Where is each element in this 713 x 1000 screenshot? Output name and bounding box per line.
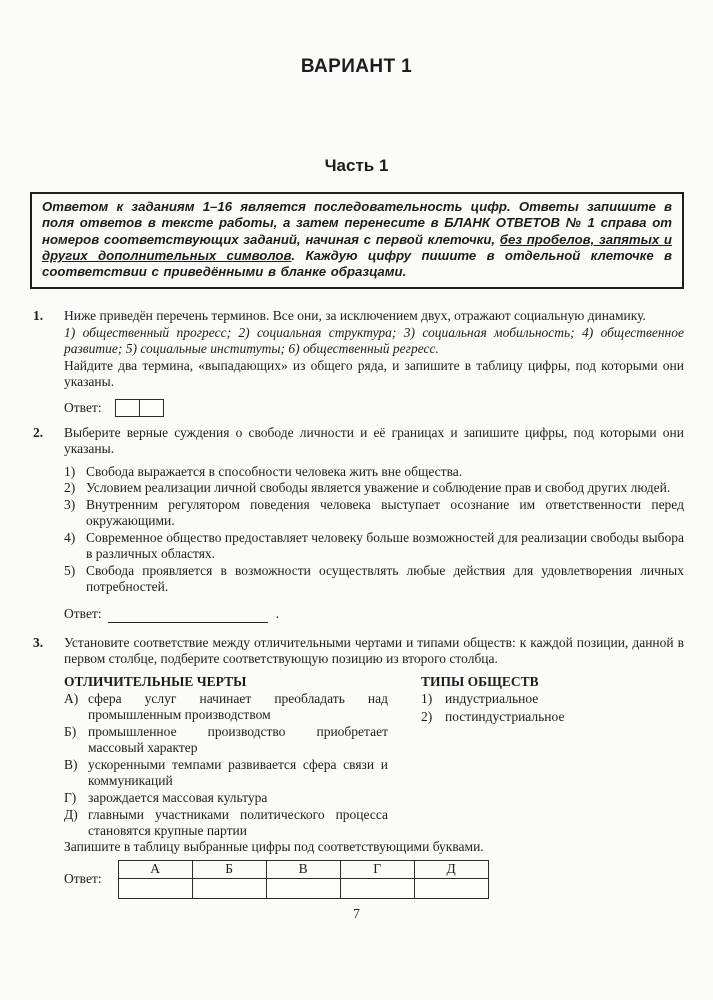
question-2-answer-blank[interactable] [108, 609, 268, 623]
question-3-number: 3. [33, 634, 44, 650]
question-3 [0, 635, 713, 899]
feature-item-v-marker: В) [64, 757, 78, 773]
question-3-task: Запишите в таблицу выбранные цифры под соответствующими буквами. [64, 839, 484, 855]
feature-item-d-text: главными участниками политического процесса становятся крупные партии [88, 807, 388, 839]
feature-item-a-marker: А) [64, 691, 79, 707]
question-1 [0, 308, 713, 417]
question-1-body [64, 308, 684, 417]
answer-table-header-d: Д [414, 860, 488, 878]
answer-table-cell-d[interactable] [414, 878, 488, 898]
answer-table-header-v: В [266, 860, 340, 878]
feature-item-b-text: промышленное производство приобретает массовый характер [88, 724, 388, 756]
answer-table-cell-v[interactable] [266, 878, 340, 898]
society-type-2-text: постиндустриальное [445, 708, 565, 724]
question-2-body [64, 425, 684, 623]
option-1 [64, 464, 684, 481]
society-type-1-text: индустриальное [445, 691, 539, 707]
society-type-2-marker: 2) [421, 708, 433, 724]
feature-item-d-marker: Д) [64, 807, 78, 823]
feature-item-a [64, 691, 388, 723]
instruction-text-start: Ответом к заданиям 1–16 является последовательность цифр. Ответы запишите в поля ответов в тексте работы, а затем перенесите в БЛАНК ОТВЕТОВ № 1 справа от номеров соответствующих заданий, начиная с первой клеточки, [42, 199, 672, 247]
question-2-answer-row [64, 606, 684, 623]
feature-item-v-text: ускоренными темпами развивается сфера связи и коммуникаций [88, 757, 388, 789]
feature-item-g-marker: Г) [64, 790, 77, 806]
question-3-body [64, 635, 684, 899]
part-title: Часть 1 [324, 156, 389, 175]
answer-table-header-a: А [118, 860, 192, 878]
question-1-answer-cell-1[interactable] [115, 399, 140, 417]
matching-right-column [421, 674, 684, 840]
question-1-answer-row [64, 399, 684, 417]
option-3-text: Внутренним регулятором поведения человека выступает осознание им ответственности перед окружающими. [86, 496, 684, 529]
option-2-text: Условием реализации личной свободы является уважение и соблюдение прав и свобод других людей. [86, 480, 671, 496]
feature-item-b-marker: Б) [64, 724, 77, 740]
answer-table-header-b: Б [192, 860, 266, 878]
instruction-text-underlined: без пробелов, запятых и других дополнительных символов [42, 231, 672, 263]
option-2 [64, 480, 684, 497]
option-4-text: Современное общество предоставляет человеку больше возможностей для реализации свободы выбора в различных областях. [86, 529, 684, 562]
society-type-1-marker: 1) [421, 691, 433, 707]
option-3-marker: 3) [64, 496, 76, 512]
option-4-marker: 4) [64, 529, 76, 545]
question-1-number: 1. [33, 308, 44, 324]
question-2-intro: Выберите верные суждения о свободе личности и её границах и запишите цифры, под которыми они указаны. [64, 424, 684, 457]
question-3-intro: Установите соответствие между отличительными чертами и типами обществ: к каждой позиции, данной в первом столбце, подберите соответствующую позицию из второго столбца. [64, 634, 684, 667]
question-1-terms: 1) общественный прогресс; 2) социальная структура; 3) социальная мобильность; 4) общественное развитие; 5) социальные институты; 6) общественный регресс. [64, 324, 684, 357]
question-2-number: 2. [33, 424, 44, 440]
option-2-marker: 2) [64, 480, 76, 496]
option-5 [64, 563, 684, 596]
question-2 [0, 425, 713, 623]
option-5-text: Свобода проявляется в возможности осуществлять любые действия для удовлетворения личных потребностей. [86, 562, 684, 595]
instruction-box [30, 192, 684, 289]
page-number: 7 [353, 905, 360, 921]
matching-columns [64, 674, 684, 840]
question-1-answer-label: Ответ: [64, 399, 102, 415]
matching-left-column [64, 674, 388, 840]
question-2-answer-period: . [275, 606, 279, 622]
feature-item-d [64, 807, 388, 839]
question-3-answer-row [64, 860, 684, 899]
option-1-marker: 1) [64, 463, 76, 479]
question-2-answer-label: Ответ: [64, 606, 102, 622]
question-1-task: Найдите два термина, «выпадающих» из общего ряда, и запишите в таблицу цифры, под которыми они указаны. [64, 357, 684, 390]
answer-table-cell-b[interactable] [192, 878, 266, 898]
answer-table-cell-a[interactable] [118, 878, 192, 898]
feature-item-v [64, 757, 388, 789]
instruction-text-end: . Каждую цифру пишите в отдельной клеточке в соответствии с приведёнными в бланке образцами. [42, 247, 673, 280]
right-column-header: ТИПЫ ОБЩЕСТВ [421, 673, 539, 689]
variant-title: ВАРИАНТ 1 [300, 56, 413, 77]
feature-item-g [64, 790, 388, 806]
answer-table-header-g: Г [340, 860, 414, 878]
question-3-answer-label: Ответ: [64, 871, 102, 887]
question-1-answer-boxes [115, 399, 164, 417]
feature-item-g-text: зарождается массовая культура [88, 790, 268, 806]
question-1-answer-cell-2[interactable] [139, 399, 164, 417]
feature-item-a-text: сфера услуг начинает преобладать над промышленным производством [88, 691, 388, 723]
option-1-text: Свобода выражается в способности человека жить вне общества. [86, 463, 463, 479]
society-type-2 [421, 709, 684, 726]
option-3 [64, 497, 684, 530]
answer-table-cell-g[interactable] [340, 878, 414, 898]
question-1-intro: Ниже приведён перечень терминов. Все они, за исключением двух, отражают социальную динамику. [64, 308, 646, 324]
answer-table-header-row [118, 860, 488, 878]
feature-item-b [64, 724, 388, 756]
left-column-header: ОТЛИЧИТЕЛЬНЫЕ ЧЕРТЫ [64, 673, 247, 689]
option-5-marker: 5) [64, 562, 76, 578]
question-2-options [64, 464, 684, 596]
answer-table-input-row [118, 878, 488, 898]
answer-table [118, 860, 489, 899]
society-type-1 [421, 691, 684, 708]
option-4 [64, 530, 684, 563]
